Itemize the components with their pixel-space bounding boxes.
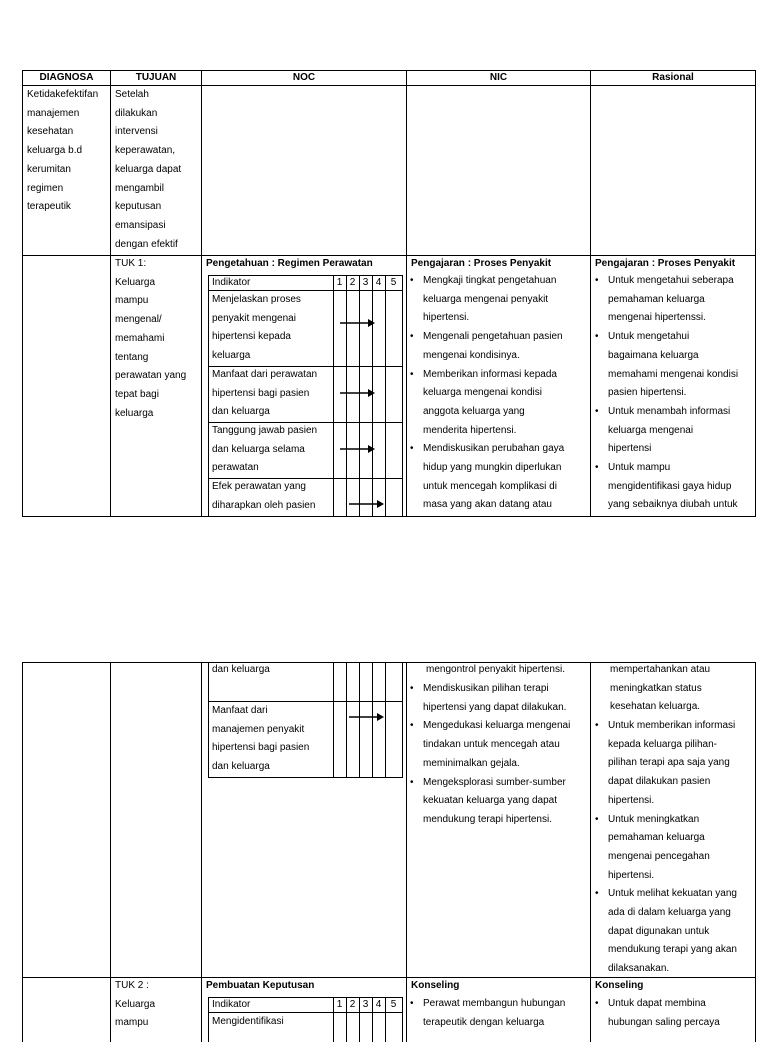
- list-item: • Mengenali pengetahuan pasien mengenai kondisinya.: [408, 328, 590, 365]
- list-item: • Mendiskusikan perubahan gaya hidup yang mungkin diperlukan untuk mencegah komplikasi di masa yang akan datang atau: [408, 440, 590, 515]
- tuk1-text: TUK 1: Keluarga mampu mengenal/ memahami tentang perawatan yang tepat bagi keluarga: [115, 258, 187, 419]
- noc-section-title: Pengetahuan : Regimen Perawatan: [206, 258, 373, 269]
- list-item: • Untuk dapat membina hubungan saling percaya: [593, 995, 756, 1032]
- diagnosa-text: Ketidakefektifan manajemen kesehatan keluarga b.d kerumitan regimen terapeutik: [27, 89, 99, 213]
- scale-1: 1: [336, 999, 343, 1010]
- indicator-header: Indikator: [212, 999, 251, 1010]
- column-divider: [590, 71, 591, 516]
- indicator-table: [208, 997, 403, 1042]
- rasional-list: [593, 717, 756, 979]
- list-item: • Untuk melihat kekuatan yang ada di dalam keluarga yang dapat digunakan untuk mendukung terapi yang akan dilaksanakan.: [593, 885, 756, 979]
- scale-2: 2: [349, 999, 356, 1010]
- header-noc: NOC: [292, 72, 316, 83]
- header-rasional: Rasional: [652, 72, 694, 83]
- column-divider: [201, 71, 202, 516]
- column-divider: [201, 663, 202, 1042]
- scale-1: 1: [336, 277, 343, 288]
- header-tujuan: TUJUAN: [135, 72, 177, 83]
- arrow-right-icon: [340, 318, 376, 328]
- arrow-right-icon: [349, 499, 385, 509]
- care-plan-table-2: [22, 662, 756, 1042]
- indicator-item: Mengidentifikasi: [212, 1016, 284, 1027]
- list-item: • Perawat membangun hubungan terapeutik dengan keluarga: [408, 995, 590, 1032]
- arrow-right-icon: [340, 444, 376, 454]
- indicator-item: Menjelaskan proses penyakit mengenai hipertensi kepada keluarga: [212, 294, 301, 362]
- nic-continued-text: mengontrol penyakit hipertensi.: [426, 664, 565, 675]
- nic-list: [408, 272, 590, 515]
- header-nic: NIC: [489, 72, 508, 83]
- tujuan-umum-text: Setelah dilakukan intervensi keperawatan, keluarga dapat mengambil keputusan emansipasi dengan efektif: [115, 89, 182, 250]
- rasional-list: [593, 995, 756, 1032]
- nic-section-title: Pengajaran : Proses Penyakit: [411, 258, 552, 269]
- list-item: • Untuk menambah informasi keluarga mengenai hipertensi: [593, 403, 756, 459]
- list-item: • Untuk mengetahui seberapa pemahaman keluarga mengenai hipertenssi.: [593, 272, 756, 328]
- scale-3: 3: [362, 277, 369, 288]
- indicator-item: Manfaat dari manajemen penyakit hipertensi bagi pasien dan keluarga: [212, 705, 310, 773]
- list-item: • Untuk meningkatkan pemahaman keluarga mengenai pencegahan hipertensi.: [593, 811, 756, 886]
- indicator-header: Indikator: [212, 277, 251, 288]
- list-item: • Mengkaji tingkat pengetahuan keluarga mengenai penyakit hipertensi.: [408, 272, 590, 328]
- nic-list: [408, 680, 590, 830]
- noc-section-title: Pembuatan Keputusan: [206, 980, 315, 991]
- scale-5: 5: [390, 277, 397, 288]
- indicator-item: Manfaat dari perawatan hipertensi bagi pasien dan keluarga: [212, 369, 318, 418]
- scale-4: 4: [375, 277, 382, 288]
- list-item: • Untuk memberikan informasi kepada keluarga pilihan- pilihan terapi apa saja yang dapat dilakukan pasien hipertensi.: [593, 717, 756, 811]
- column-divider: [110, 663, 111, 1042]
- list-item: • Mengeksplorasi sumber-sumber kekuatan keluarga yang dapat mendukung terapi hipertensi.: [408, 774, 590, 830]
- indicator-table: [208, 275, 403, 517]
- scale-5: 5: [390, 999, 397, 1010]
- list-item: • Mendiskusikan pilihan terapi hipertensi yang dapat dilakukan.: [408, 680, 590, 717]
- care-plan-table-1: [22, 70, 756, 517]
- column-divider: [406, 663, 407, 1042]
- scale-2: 2: [349, 277, 356, 288]
- list-item: • Untuk mampu mengidentifikasi gaya hidup yang sebaiknya diubah untuk: [593, 459, 756, 515]
- rasional-section-title: Konseling: [595, 980, 644, 991]
- indicator-item: dan keluarga: [212, 664, 270, 675]
- header-diagnosa: DIAGNOSA: [39, 72, 94, 83]
- arrow-right-icon: [340, 388, 376, 398]
- list-item: • Memberikan informasi kepada keluarga mengenai kondisi anggota keluarga yang menderita hipertensi.: [408, 366, 590, 441]
- arrow-right-icon: [349, 712, 385, 722]
- rasional-section-title: Pengajaran : Proses Penyakit: [595, 258, 736, 269]
- column-divider: [406, 71, 407, 516]
- nic-list: [408, 995, 590, 1032]
- list-item: • Mengedukasi keluarga mengenai tindakan untuk mencegah atau meminimalkan gejala.: [408, 717, 590, 773]
- rasional-continued-text: mempertahankan atau meningkatkan status kesehatan keluarga.: [610, 664, 711, 713]
- rasional-list: [593, 272, 756, 515]
- indicator-table-continued: [208, 662, 403, 778]
- indicator-item: Efek perawatan yang diharapkan oleh pasien: [212, 481, 316, 511]
- scale-3: 3: [362, 999, 369, 1010]
- tuk2-text: TUK 2 : Keluarga mampu: [115, 980, 156, 1029]
- scale-4: 4: [375, 999, 382, 1010]
- nic-section-title: Konseling: [411, 980, 460, 991]
- indicator-item: Tanggung jawab pasien dan keluarga selama perawatan: [212, 425, 318, 474]
- list-item: • Untuk mengetahui bagaimana keluarga memahami mengenai kondisi pasien hipertensi.: [593, 328, 756, 403]
